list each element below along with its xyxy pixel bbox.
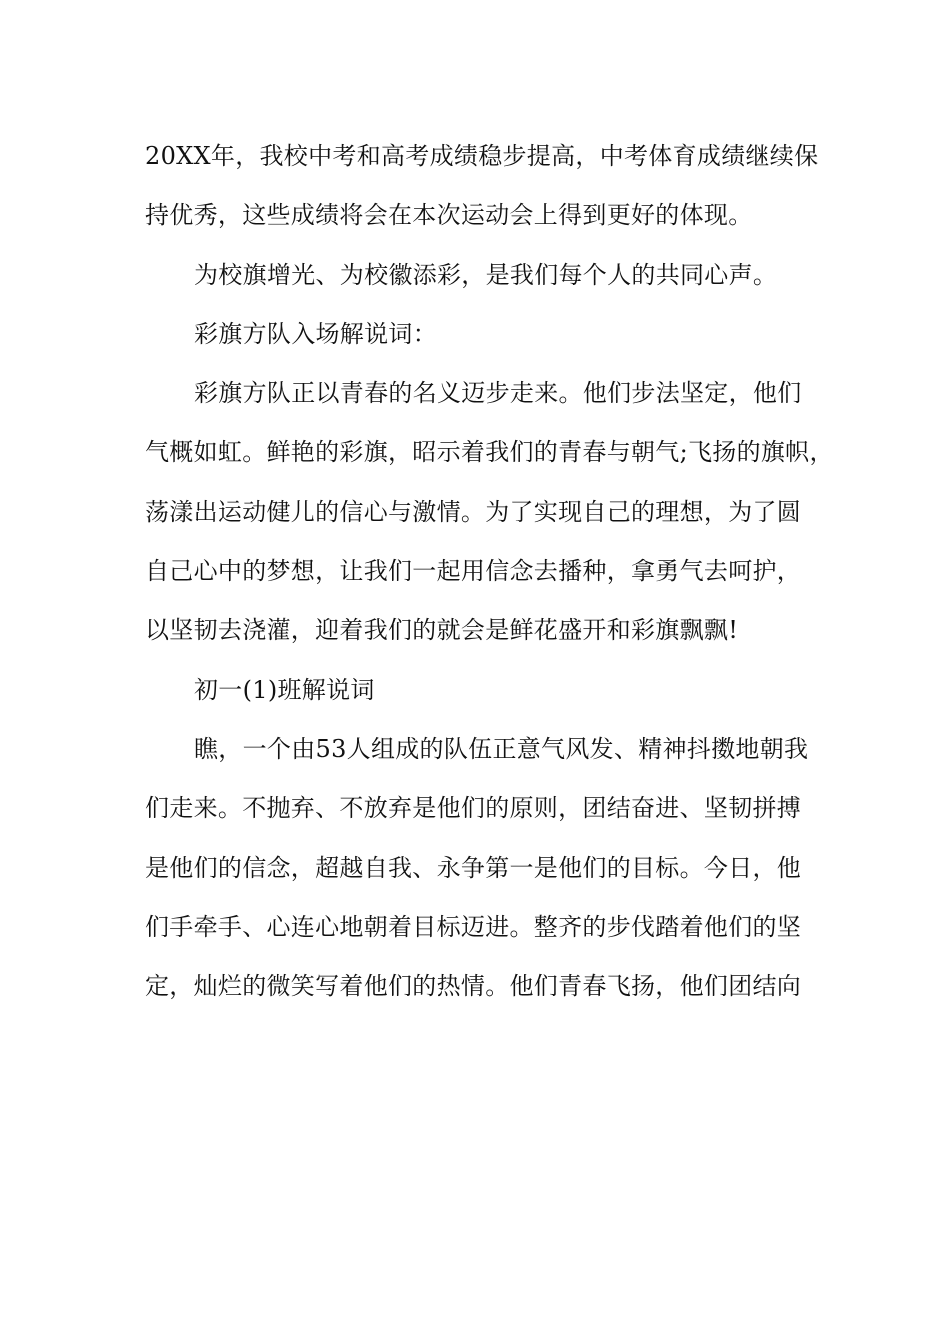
text-line: 以坚韧去浇灌，迎着我们的就会是鲜花盛开和彩旗飘飘! (145, 616, 739, 645)
section-heading: 彩旗方队入场解说词： (194, 319, 437, 348)
text-line: 瞧，一个由53人组成的队伍正意气风发、精神抖擞地朝我 (194, 734, 809, 763)
text-line: 荡漾出运动健儿的信心与激情。为了实现自己的理想，为了圆 (145, 497, 802, 526)
text-line: 彩旗方队正以青春的名义迈步走来。他们步法坚定，他们 (194, 379, 802, 408)
text-line: 20XX年，我校中考和高考成绩稳步提高，中考体育成绩继续保 (145, 142, 819, 170)
text-line: 自己心中的梦想，让我们一起用信念去播种，拿勇气去呵护， (145, 557, 802, 586)
text-line: 是他们的信念，超越自我、永争第一是他们的目标。今日，他 (145, 853, 802, 882)
body-text (145, 127, 835, 1016)
text-line: 持优秀，这些成绩将会在本次运动会上得到更好的体现。 (145, 201, 753, 230)
section-heading: 初一(1)班解说词 (194, 675, 375, 704)
text-line: 为校旗增光、为校徽添彩，是我们每个人的共同心声。 (194, 260, 778, 289)
text-line: 们走来。不抛弃、不放弃是他们的原则，团结奋进、坚韧拼搏 (145, 794, 802, 823)
text-line: 们手牵手、心连心地朝着目标迈进。整齐的步伐踏着他们的坚 (145, 912, 802, 941)
text-line: 定，灿烂的微笑写着他们的热情。他们青春飞扬，他们团结向 (145, 972, 802, 1001)
text-line: 气概如虹。鲜艳的彩旗，昭示着我们的青春与朝气;飞扬的旗帜， (145, 438, 834, 467)
